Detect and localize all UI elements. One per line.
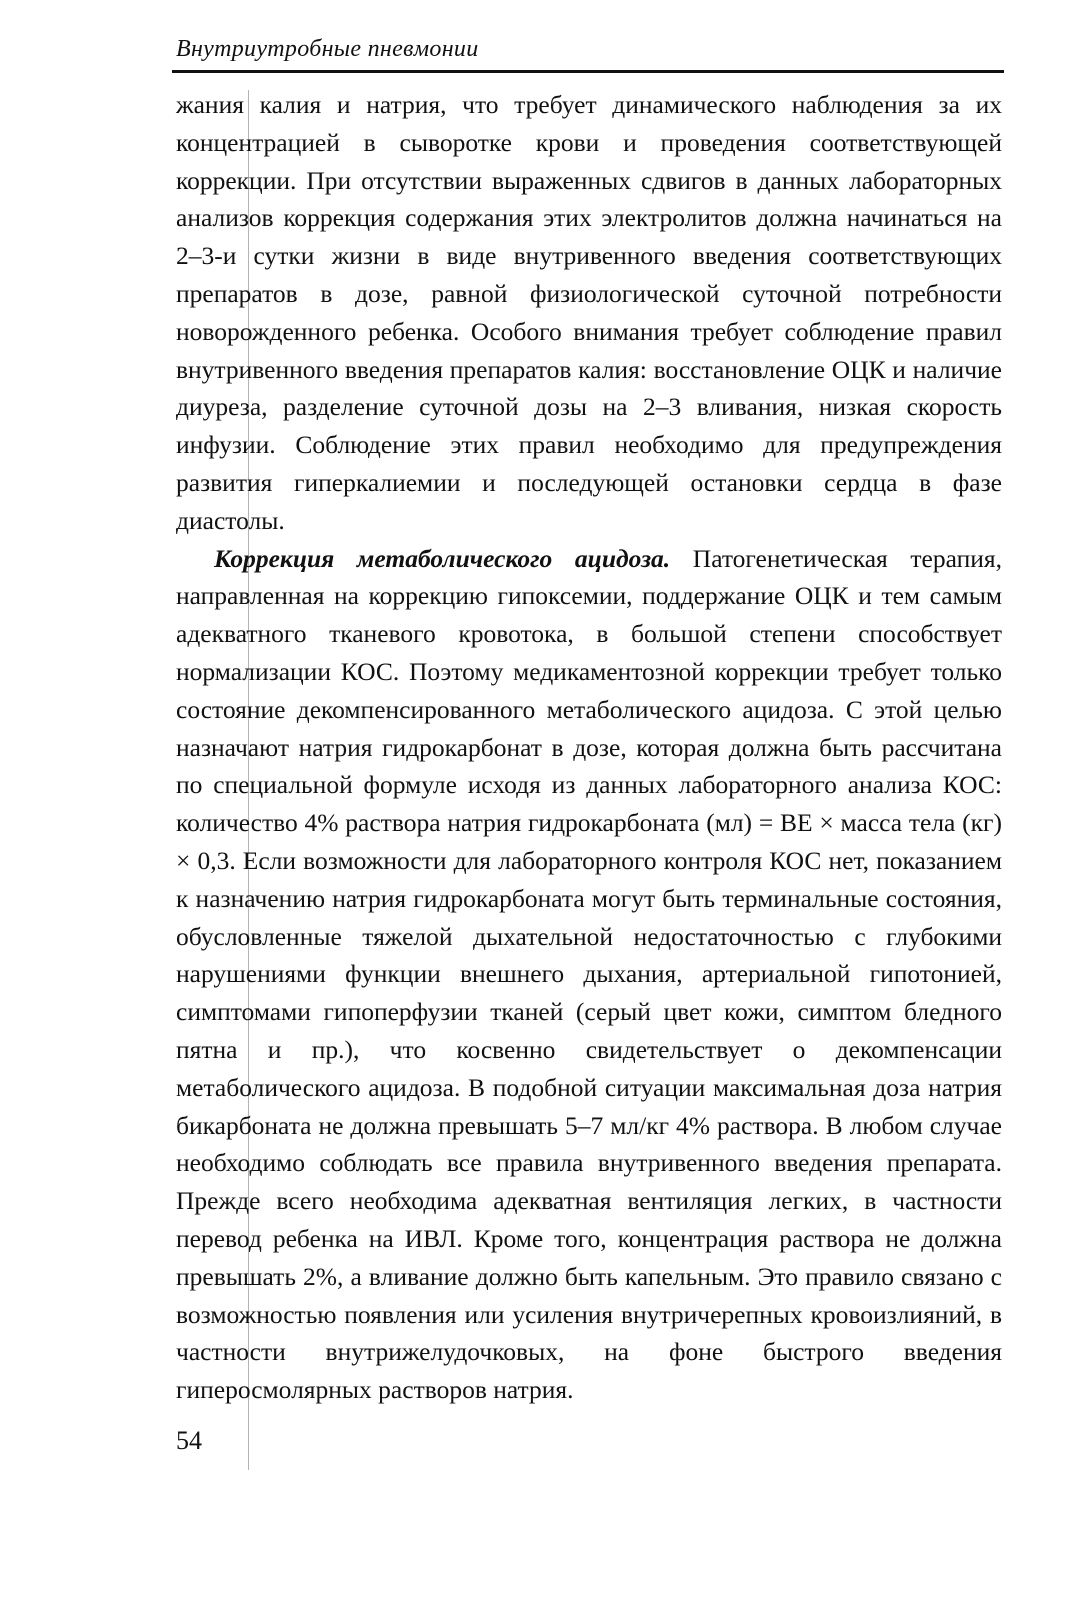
paragraph-electrolytes: жания калия и натрия, что требует динамического наблюдения за их концентрацией в сыворотке крови и проведения соответствующей коррекции. При отсутствии выраженных сдвигов в данных лабораторных анализов коррекция содержания этих электролитов должна начинаться на 2–3-и сутки жизни в виде внутривенного введения соответствующих препаратов в дозе, равной физиологической суточной потребности новорожденного ребенка. Особого внимания требует соблюдение правил внутривенного введения препаратов калия: восстановление ОЦК и наличие диуреза, разделение суточной дозы на 2–3 вливания, низкая скорость инфузии. Соблюдение этих правил необходимо для предупреждения развития гиперкалиемии и последующей остановки сердца в фазе диастолы.: [176, 90, 1002, 535]
body-text: [176, 86, 1002, 1409]
page-number: 54: [176, 1426, 202, 1455]
paragraph-acidosis: [176, 540, 1002, 1409]
header-rule: [172, 70, 1004, 73]
paragraph-acidosis-text: Патогенетическая терапия, направленная на коррекцию гипоксемии, поддержание ОЦК и тем самым адекватного тканевого кровотока, в большой степени способствует нормализации КОС. Поэтому медикаментозной коррекции требует только состояние декомпенсированного метаболического ацидоза. С этой целью назначают натрия гидрокарбонат в дозе, которая должна быть рассчитана по специальной формуле исходя из данных лабораторного анализа КОС: количество 4% раствора натрия гидрокарбоната (мл) = BE × масса тела (кг) × 0,3. Если возможности для лабораторного контроля КОС нет, показанием к назначению натрия гидрокарбоната могут быть терминальные состояния, обусловленные тяжелой дыхательной недостаточностью с глубокими нарушениями функции внешнего дыхания, артериальной гипотонией, симптомами гипоперфузии тканей (серый цвет кожи, симптом бледного пятна и пр.), что косвенно свидетельствует о декомпенсации метаболического ацидоза. В подобной ситуации максимальная доза натрия бикарбоната не должна превышать 5–7 мл/кг 4% раствора. В любом случае необходимо соблюдать все правила внутривенного введения препарата. Прежде всего необходима адекватная вентиляция легких, в частности перевод ребенка на ИВЛ. Кроме того, концентрация раствора не должна превышать 2%, а вливание должно быть капельным. Это правило связано с возможностью появления или усиления внутричерепных кровоизлияний, в частности внутрижелудочковых, на фоне быстрого введения гиперосмолярных растворов натрия.: [176, 543, 1002, 1405]
section-heading: Коррекция метаболического ацидоза.: [214, 543, 671, 573]
running-head: Внутриутробные пневмонии: [176, 36, 479, 62]
